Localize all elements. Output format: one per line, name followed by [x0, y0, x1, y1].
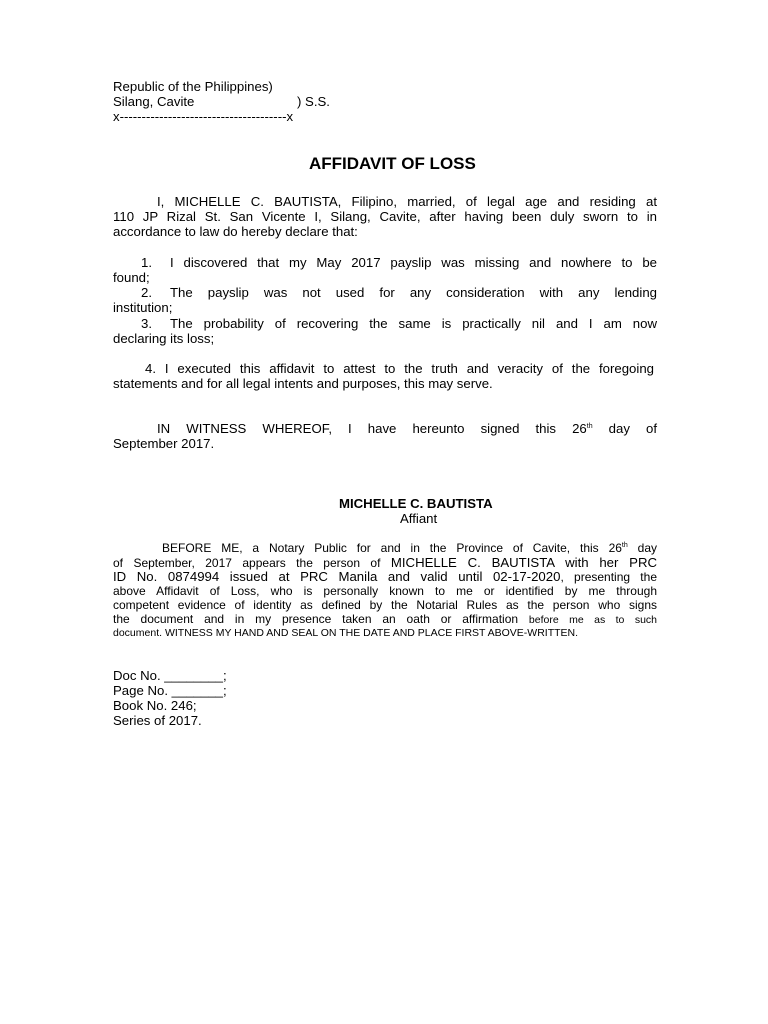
item-3-line-1: The probability of recovering the same is practically nil and I am now [170, 316, 657, 331]
item-4-line-2: statements and for all legal intents and purposes, this may serve. [113, 376, 493, 391]
item-1-number: 1. [141, 255, 152, 270]
book-number: Book No. 246; [113, 698, 197, 713]
affiant-role: Affiant [400, 511, 438, 526]
item-3-line-2: declaring its loss; [113, 331, 215, 346]
series-year: Series of 2017. [113, 713, 202, 728]
item-1-line-2: found; [113, 270, 150, 285]
document-title: AFFIDAVIT OF LOSS [309, 154, 476, 173]
item-2-number: 2. [141, 285, 152, 300]
item-2-line-1: The payslip was not used for any consideration with any lending [170, 285, 657, 300]
item-1-line-1: I discovered that my May 2017 payslip was missing and nowhere to be [170, 255, 657, 270]
intro-line-1: I, MICHELLE C. BAUTISTA, Filipino, married, of legal age and residing at [157, 194, 657, 209]
item-3-number: 3. [141, 316, 152, 331]
witness-line-2: September 2017. [113, 436, 215, 451]
header-line-place: Silang, Cavite [113, 94, 195, 109]
page-number: Page No. _______; [113, 683, 227, 698]
notary-line-7: document. WITNESS MY HAND AND SEAL ON THE DATE AND PLACE FIRST ABOVE-WRITTEN. [113, 627, 579, 639]
item-4-line-1: 4. I executed this affidavit to attest to the truth and veracity of the foregoing [145, 361, 654, 376]
item-2-line-2: institution; [113, 300, 173, 315]
intro-line-3: accordance to law do hereby declare that: [113, 224, 358, 239]
header-line-republic: Republic of the Philippines) [113, 79, 273, 94]
witness-line-1: IN WITNESS WHEREOF, I have hereunto signed this 26th day of [157, 421, 657, 436]
notary-line-6: the document and in my presence taken an oath or affirmation before me as to such [113, 612, 657, 626]
notary-line-4: above Affidavit of Loss, who is personally known to me or identified by me through [113, 584, 657, 598]
header-separator: x--------------------------------------x [113, 109, 294, 124]
notary-line-5: competent evidence of identity as defined by the Notarial Rules as the person who signs [113, 598, 657, 612]
header-ss: ) S.S. [297, 94, 330, 109]
intro-line-2: 110 JP Rizal St. San Vicente I, Silang, Cavite, after having been duly sworn to in [113, 209, 657, 224]
notary-line-2: of September, 2017 appears the person of MICHELLE C. BAUTISTA with her PRC [113, 555, 657, 570]
notary-line-3: ID No. 0874994 issued at PRC Manila and valid until 02-17-2020, presenting the [113, 569, 657, 584]
doc-number: Doc No. ________; [113, 668, 227, 683]
affiant-name: MICHELLE C. BAUTISTA [339, 496, 493, 511]
notary-line-1: BEFORE ME, a Notary Public for and in the Province of Cavite, this 26th day [162, 541, 657, 555]
